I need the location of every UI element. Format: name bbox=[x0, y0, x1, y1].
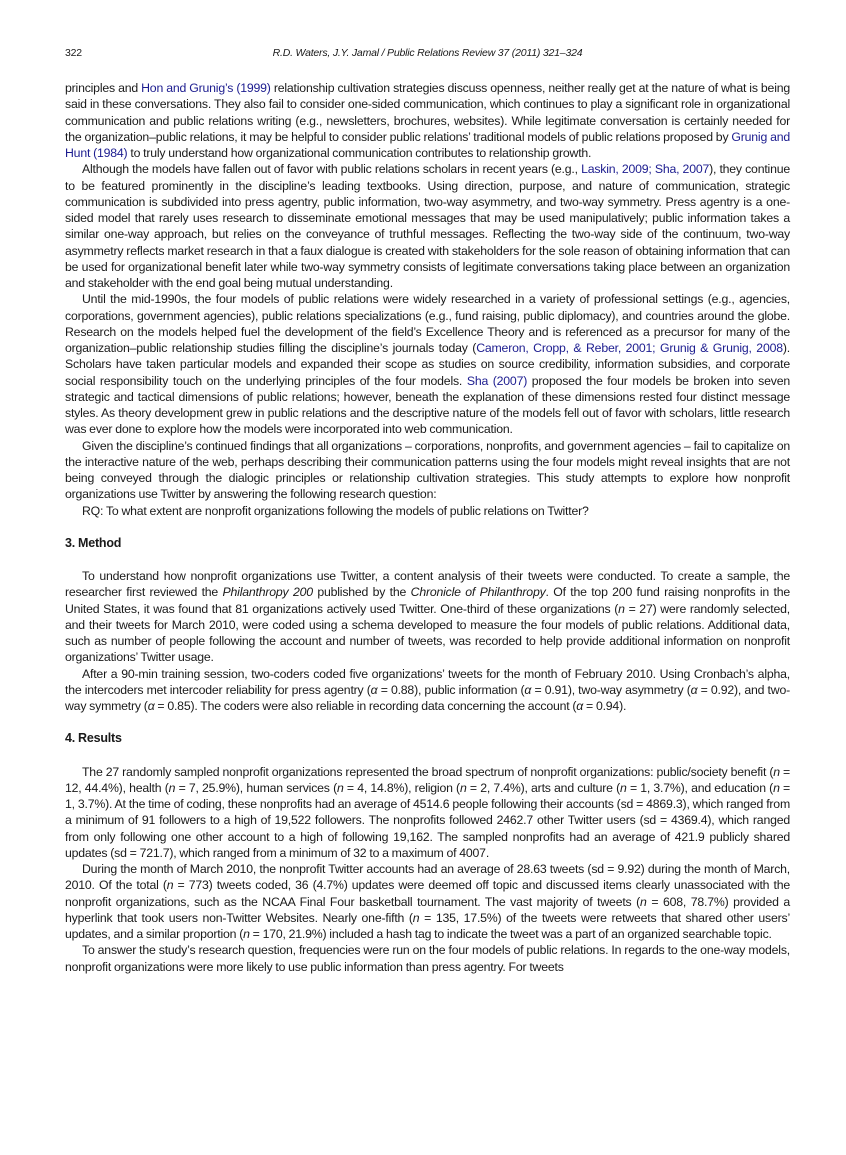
citation-link[interactable]: Cameron, Cropp, & Reber, 2001; Grunig & Grunig, 2008 bbox=[476, 341, 783, 355]
text-run: To answer the study’s research question, frequencies were run on the four models of public relations. In regards to the one-way models, nonprofit organizations were more likely to use public information than press agentry. For tweets bbox=[65, 943, 790, 974]
italic-text: Chronicle of Philanthropy bbox=[410, 585, 546, 600]
italic-text: n bbox=[620, 780, 627, 795]
italic-text: α bbox=[370, 682, 378, 697]
italic-text: n bbox=[336, 780, 344, 795]
italic-text: n bbox=[459, 780, 467, 795]
text-run: = 1, 3.7%), and education ( bbox=[626, 780, 774, 795]
citation-link[interactable]: Grunig and Hunt (1984) bbox=[65, 129, 790, 160]
page-number: 322 bbox=[65, 47, 82, 59]
text-run: The 27 randomly sampled nonprofit organizations represented the broad spectrum of nonprofit organizations: public/society benefit ( bbox=[82, 764, 774, 779]
italic-text: n bbox=[243, 927, 250, 941]
journal-reference: R.D. Waters, J.Y. Jamal / Public Relations Review 37 (2011) 321–324 bbox=[272, 47, 583, 59]
text-run: relationship cultivation strategies discuss openness, neither really get at the nature of what is being said in these conversations. They also fail to consider one-sided communication, which continues to play a significant role in organizational communication and public relations writing (e.g., newsletters, brochures, websites). While legitimate conversation is certainly needed for the organization–public relations, it may be helpful to consider public relations’ traditional models of public relations proposed by bbox=[65, 81, 791, 144]
text-run: = 0.92), and two-way symmetry ( bbox=[65, 682, 790, 713]
text-run: = 773) tweets coded, 36 (4.7%) updates were deemed off topic and discussed items clearly unassociated with the nonprofit organizations, such as the NCAA Final Four basketball tournament. The vast majority of tweets ( bbox=[65, 878, 790, 909]
text-run: = 0.88), public information ( bbox=[377, 682, 525, 697]
paragraph bbox=[65, 568, 790, 666]
text-run: ), they continue to be featured prominently in the discipline’s leading textbooks. Using direction, purpose, and nature of communication, strategic communication is subdivided into press agentry, public information, two-way asymmetry, and two-way symmetry. Press agentry is a one-sided model that rarely uses research to disseminate emotional messages that may be used manipulatively; public information takes a similar one-way approach, but relies on the conveyance of truthful messages. Reflecting the two-way side of the continuum, two-way asymmetry reflects market research in that a faux dialogue is created with stakeholders for the sole reason of obtaining information that can be used for organizational benefit later while two-way symmetry consists of legitimate conversations taking place between an organization and stakeholder with the end goal being mutual understanding. bbox=[65, 162, 790, 290]
paragraph bbox=[65, 291, 790, 437]
italic-text: n bbox=[773, 764, 780, 779]
paragraph bbox=[65, 861, 790, 942]
citation-link[interactable]: Laskin, 2009; Sha, 2007 bbox=[581, 162, 710, 177]
text-run: = 608, 78.7%) provided a hyperlink that took users non-Twitter Websites. Nearly one-fifth ( bbox=[65, 894, 791, 925]
text-run: RQ: To what extent are nonprofit organizations following the models of public relations on Twitter? bbox=[82, 503, 589, 518]
text-run: = 0.85). The coders were also reliable in recording data concerning the account ( bbox=[154, 699, 577, 713]
text-run: to truly understand how organizational communication contributes to relationship growth. bbox=[127, 146, 592, 160]
text-run: = 12, 44.4%), health ( bbox=[65, 764, 790, 795]
text-run: principles and bbox=[65, 81, 142, 95]
citation-link[interactable]: Sha (2007) bbox=[466, 373, 528, 388]
paragraph bbox=[65, 80, 790, 161]
paragraph bbox=[65, 438, 790, 503]
citation-link[interactable]: Hon and Grunig’s (1999) bbox=[141, 81, 271, 95]
text-run: published by the bbox=[312, 585, 411, 600]
paragraph bbox=[65, 764, 790, 862]
paragraph bbox=[65, 942, 790, 975]
section-heading: 3. Method bbox=[65, 535, 122, 550]
text-run: . Of the top 200 fund raising nonprofits in the United States, it was found that 81 organizations actively used Twitter. One-third of these organizations ( bbox=[65, 585, 791, 616]
paragraph bbox=[65, 161, 790, 291]
italic-text: n bbox=[618, 601, 625, 616]
section-heading: 4. Results bbox=[65, 731, 122, 746]
text-run: = 1, 3.7%). At the time of coding, these nonprofits had an average of 4514.6 people following their accounts (sd = 4869.3), which ranged from a minimum of 91 followers to a high of 19,522 followers. The nonprofits followed 2462.7 other Twitter users (sd = 4369.4), which ranged from only following one other account to a high of following 19,162. The sampled nonprofits had an average of 421.9 publicly shared updates (sd = 721.7), which ranged from a minimum of 32 to a maximum of 4007. bbox=[65, 780, 790, 860]
italic-text: n bbox=[412, 910, 420, 925]
running-header bbox=[65, 47, 790, 63]
italic-text: α bbox=[524, 682, 532, 697]
italic-text: α bbox=[576, 699, 584, 713]
paragraph bbox=[65, 666, 790, 715]
article-body bbox=[65, 80, 790, 975]
text-run: After a 90-min training session, two-coders coded five organizations’ tweets for the month of February 2010. Using Cronbach’s alpha, the intercoders met intercoder reliability for press agentry ( bbox=[65, 666, 790, 697]
text-run: = 27) were randomly selected, and their tweets for March 2010, were coded using a schema developed to measure the four models of public relations. Additional data, such as number of people following the account and number of tweets, was recorded to help provide additional information on nonprofit organizations’ Twitter usage. bbox=[65, 601, 791, 665]
text-run: Given the discipline’s continued findings that all organizations – corporations, nonprofits, and government agencies – fail to capitalize on the interactive nature of the web, perhaps describing their communication patterns using the four models might reveal insights that are not being conveyed through the dialogic principles or relationship cultivation strategies. This study attempts to explore how nonprofit organizations use Twitter by answering the following research question: bbox=[65, 438, 790, 502]
italic-text: n bbox=[773, 780, 780, 795]
text-run: = 2, 7.4%), arts and culture ( bbox=[466, 780, 620, 795]
italic-text: α bbox=[690, 682, 698, 697]
text-run: = 170, 21.9%) included a hash tag to indicate the tweet was a part of an organized searchable topic. bbox=[249, 927, 772, 941]
text-run: During the month of March 2010, the nonprofit Twitter accounts had an average of 28.63 tweets (sd = 9.92) during the month of March, 2010. Of the total ( bbox=[65, 862, 790, 893]
text-run: proposed the four models be broken into seven strategic and tactical dimensions of public relations; however, beneath the explanation of these dimensions rested four distinct message styles. As theory development grew in public relations and the descriptive nature of the models fell out of favor with scholars, little research was ever done to explore how the models were incorporated into web communication. bbox=[65, 373, 790, 437]
text-run: = 0.94). bbox=[583, 699, 627, 713]
text-run: = 0.91), two-way asymmetry ( bbox=[531, 682, 691, 697]
italic-text: Philanthropy 200 bbox=[222, 585, 313, 600]
text-run: = 7, 25.9%), human services ( bbox=[175, 780, 337, 795]
italic-text: n bbox=[168, 780, 176, 795]
italic-text: α bbox=[147, 699, 155, 713]
text-run: Although the models have fallen out of favor with public relations scholars in recent years (e.g., bbox=[82, 162, 582, 177]
text-run: To understand how nonprofit organizations use Twitter, a content analysis of their tweets were conducted. To create a sample, the researcher first reviewed the bbox=[65, 569, 790, 600]
text-run: = 135, 17.5%) of the tweets were retweets that shared other users’ updates, and a similar proportion ( bbox=[65, 910, 790, 941]
text-run: ). Scholars have taken particular models and expanded their scope as studies on source credibility, information subsidies, and corporate social responsibility touch on the underlying principles of the four models. bbox=[65, 341, 790, 388]
italic-text: n bbox=[640, 894, 647, 909]
text-run: Until the mid-1990s, the four models of public relations were widely researched in a variety of professional settings (e.g., agencies, corporations, government agencies), public relations specializations (e.g., fund raising, public diplomacy), and countries around the globe. Research on the models helped fuel the development of the field’s Excellence Theory and is referenced as a precursor for many of the organization–public relationship studies filling the discipline’s journals today ( bbox=[65, 292, 790, 355]
text-run: = 4, 14.8%), religion ( bbox=[343, 780, 460, 795]
italic-text: n bbox=[166, 878, 174, 893]
paragraph bbox=[65, 503, 790, 519]
